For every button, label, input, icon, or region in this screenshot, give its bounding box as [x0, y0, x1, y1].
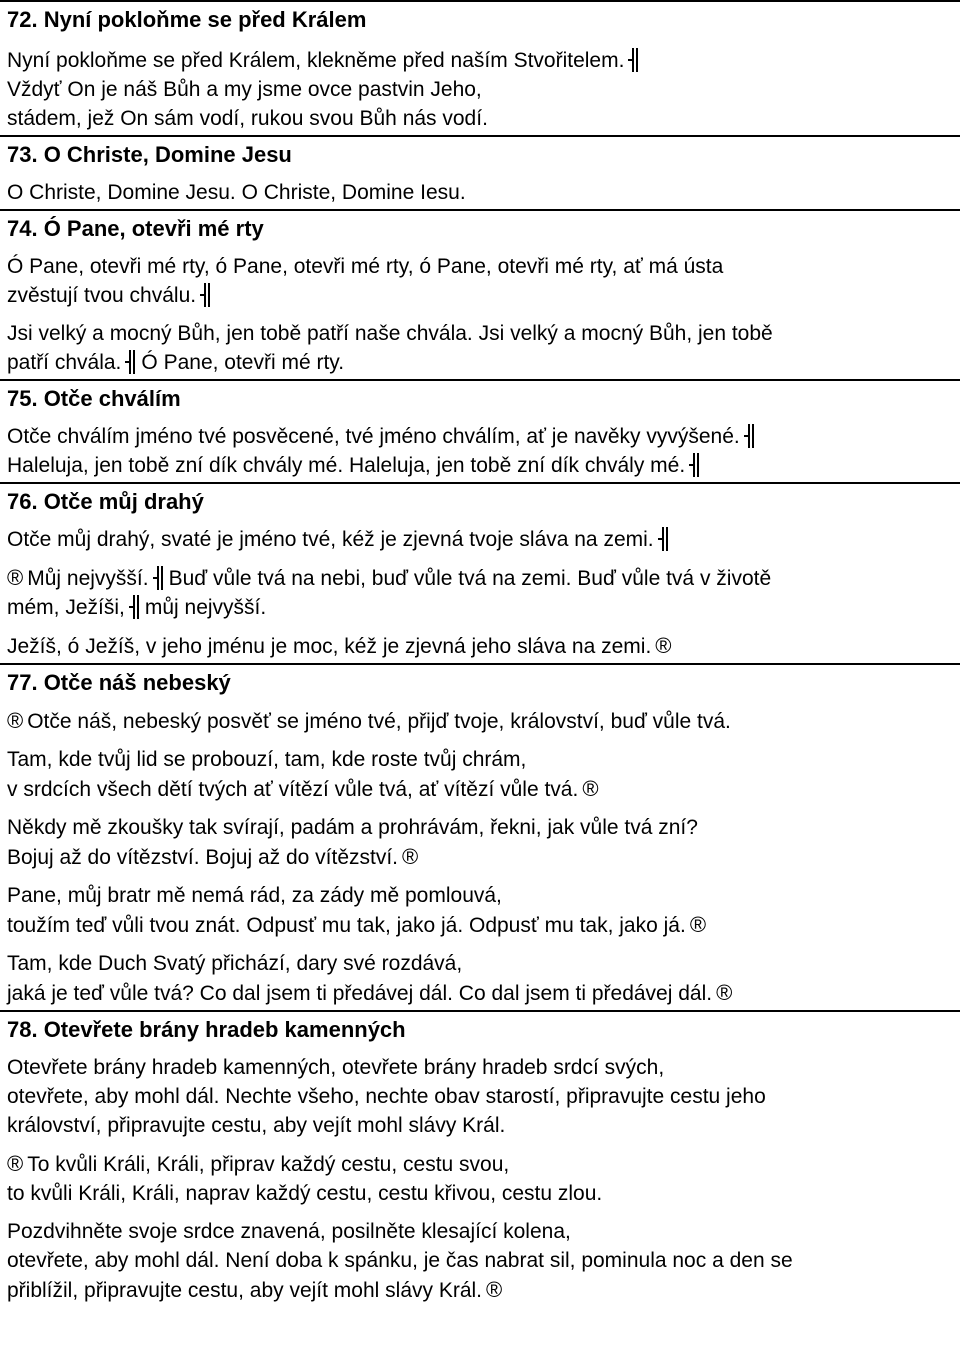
song-paragraph: [0, 319, 960, 377]
repeat-bar-icon: [628, 48, 640, 72]
song-74: [0, 211, 960, 381]
repeat-bar-icon: [744, 424, 756, 448]
song-paragraph: [0, 563, 960, 622]
lyric-line: Pozdvihněte svoje srdce znavená, posilněte klesající kolena,: [7, 1220, 571, 1243]
lyric-line: Tam, kde Duch Svatý přichází, dary své rozdává,: [7, 952, 463, 975]
song-title: 72. Nyní pokloňme se před Králem: [7, 7, 367, 32]
lyric-line: v srdcích všech dětí tvých ať vítězí vůle tvá, ať vítězí vůle tvá.: [7, 778, 579, 801]
lyric-line: Jsi velký a mocný Bůh, jen tobě patří naše chvála. Jsi velký a mocný Bůh, jen tobě: [7, 322, 773, 345]
song-title: 74. Ó Pane, otevři mé rty: [7, 216, 264, 241]
lyric-line: Otevřete brány hradeb kamenných, otevřete brány hradeb srdcí svých,: [7, 1056, 665, 1079]
song-paragraph: [0, 422, 960, 480]
song-paragraph: [0, 178, 960, 207]
song-76: [0, 484, 960, 665]
song-title: 77. Otče náš nebeský: [7, 670, 231, 695]
lyric-line: Otče můj drahý, svaté je jméno tvé, kéž je zjevná tvoje sláva na zemi.: [7, 528, 654, 551]
lyric-line: Nyní pokloňme se před Králem, klekněme před naším Stvořitelem.: [7, 49, 625, 72]
lyric-line: Tam, kde tvůj lid se probouzí, tam, kde roste tvůj chrám,: [7, 748, 527, 771]
lyric-line: Otče chválím jméno tvé posvěcené, tvé jméno chválím, ať je navěky vyvýšené.: [7, 425, 740, 448]
lyric-line: můj nejvyšší.: [144, 596, 267, 619]
song-paragraph: [0, 525, 960, 554]
song-paragraph: [0, 881, 960, 940]
lyric-line: jaká je teď vůle tvá? Co dal jsem ti předávej dál. Co dal jsem ti předávej dál.: [7, 982, 713, 1005]
repeat-bar-icon: [125, 350, 137, 374]
refrain-registered-icon: ®: [486, 1277, 503, 1302]
song-paragraph: [0, 46, 960, 133]
song-title: 73. O Christe, Domine Jesu: [7, 142, 292, 167]
song-paragraph: [0, 706, 960, 736]
song-73: [0, 137, 960, 211]
song-paragraph: [0, 813, 960, 872]
song-title: 78. Otevřete brány hradeb kamenných: [7, 1017, 406, 1042]
lyric-line: zvěstují tvou chválu.: [7, 284, 197, 307]
lyric-line: to kvůli Králi, Králi, naprav každý cestu, cestu křivou, cestu zlou.: [7, 1182, 603, 1205]
song-paragraph: [0, 1217, 960, 1305]
lyric-line: Pane, můj bratr mě nemá rád, za zády mě pomlouvá,: [7, 884, 502, 907]
song-77: [0, 665, 960, 1012]
lyric-line: Ježíš, ó Ježíš, v jeho jménu je moc, kéž je zjevná jeho sláva na zemi.: [7, 635, 652, 658]
song-title: 76. Otče můj drahý: [7, 489, 204, 514]
song-78: [0, 1012, 960, 1305]
lyric-line: království, připravujte cestu, aby vejít mohl slávy Král.: [7, 1114, 506, 1137]
song-75: [0, 381, 960, 484]
repeat-bar-icon: [689, 453, 701, 477]
repeat-bar-icon: [153, 566, 165, 590]
lyric-line: Někdy mě zkoušky tak svírají, padám a prohrávám, řekni, jak vůle tvá zní?: [7, 816, 698, 839]
song-paragraph: [0, 631, 960, 661]
lyric-line: Bojuj až do vítězství. Bojuj až do vítězství.: [7, 846, 399, 869]
refrain-registered-icon: ®: [689, 912, 707, 937]
repeat-bar-icon: [658, 527, 670, 551]
refrain-registered-icon: ®: [716, 980, 733, 1005]
refrain-registered-icon: ®: [7, 708, 24, 733]
refrain-registered-icon: ®: [402, 844, 419, 869]
lyric-line: toužím teď vůli tvou znát. Odpusť mu tak, jako já. Odpusť mu tak, jako já.: [7, 914, 686, 937]
song-title: 75. Otče chválím: [7, 386, 181, 411]
lyric-line: Buď vůle tvá na nebi, buď vůle tvá na zemi. Buď vůle tvá v životě: [168, 567, 772, 590]
refrain-registered-icon: ®: [7, 1151, 24, 1176]
lyric-line: Haleluja, jen tobě zní dík chvály mé. Haleluja, jen tobě zní dík chvály mé.: [7, 454, 686, 477]
lyric-line: patří chvála.: [7, 351, 122, 374]
lyric-line: Ó Pane, otevři mé rty.: [141, 351, 345, 374]
song-paragraph: [0, 949, 960, 1008]
lyric-line: přiblížil, připravujte cestu, aby vejít mohl slávy Král.: [7, 1279, 483, 1302]
song-paragraph: [0, 1053, 960, 1140]
lyric-line: Otče náš, nebeský posvěť se jméno tvé, přijď tvoje, království, buď vůle tvá.: [27, 710, 731, 733]
lyric-line: Můj nejvyšší.: [27, 567, 149, 590]
lyric-line: Ó Pane, otevři mé rty, ó Pane, otevři mé rty, ó Pane, otevři mé rty, ať má ústa: [7, 255, 724, 278]
lyric-line: otevřete, aby mohl dál. Není doba k spánku, je čas nabrat sil, pominula noc a den se: [7, 1249, 793, 1272]
song-72: [0, 0, 960, 137]
lyric-line: otevřete, aby mohl dál. Nechte všeho, nechte obav starostí, připravujte cestu jeho: [7, 1085, 766, 1108]
lyric-line: mém, Ježíši,: [7, 596, 125, 619]
lyric-line: To kvůli Králi, Králi, připrav každý cestu, cestu svou,: [27, 1153, 510, 1176]
lyric-line: Vždyť On je náš Bůh a my jsme ovce pastvin Jeho,: [7, 78, 482, 101]
repeat-bar-icon: [129, 595, 141, 619]
song-paragraph: [0, 252, 960, 310]
refrain-registered-icon: ®: [655, 633, 672, 658]
refrain-registered-icon: ®: [582, 776, 599, 801]
repeat-bar-icon: [200, 283, 212, 307]
lyric-line: O Christe, Domine Jesu. O Christe, Domine Iesu.: [7, 181, 466, 204]
song-paragraph: [0, 745, 960, 804]
song-paragraph: [0, 1149, 960, 1208]
refrain-registered-icon: ®: [7, 565, 24, 590]
lyric-line: stádem, jež On sám vodí, rukou svou Bůh nás vodí.: [7, 107, 488, 130]
